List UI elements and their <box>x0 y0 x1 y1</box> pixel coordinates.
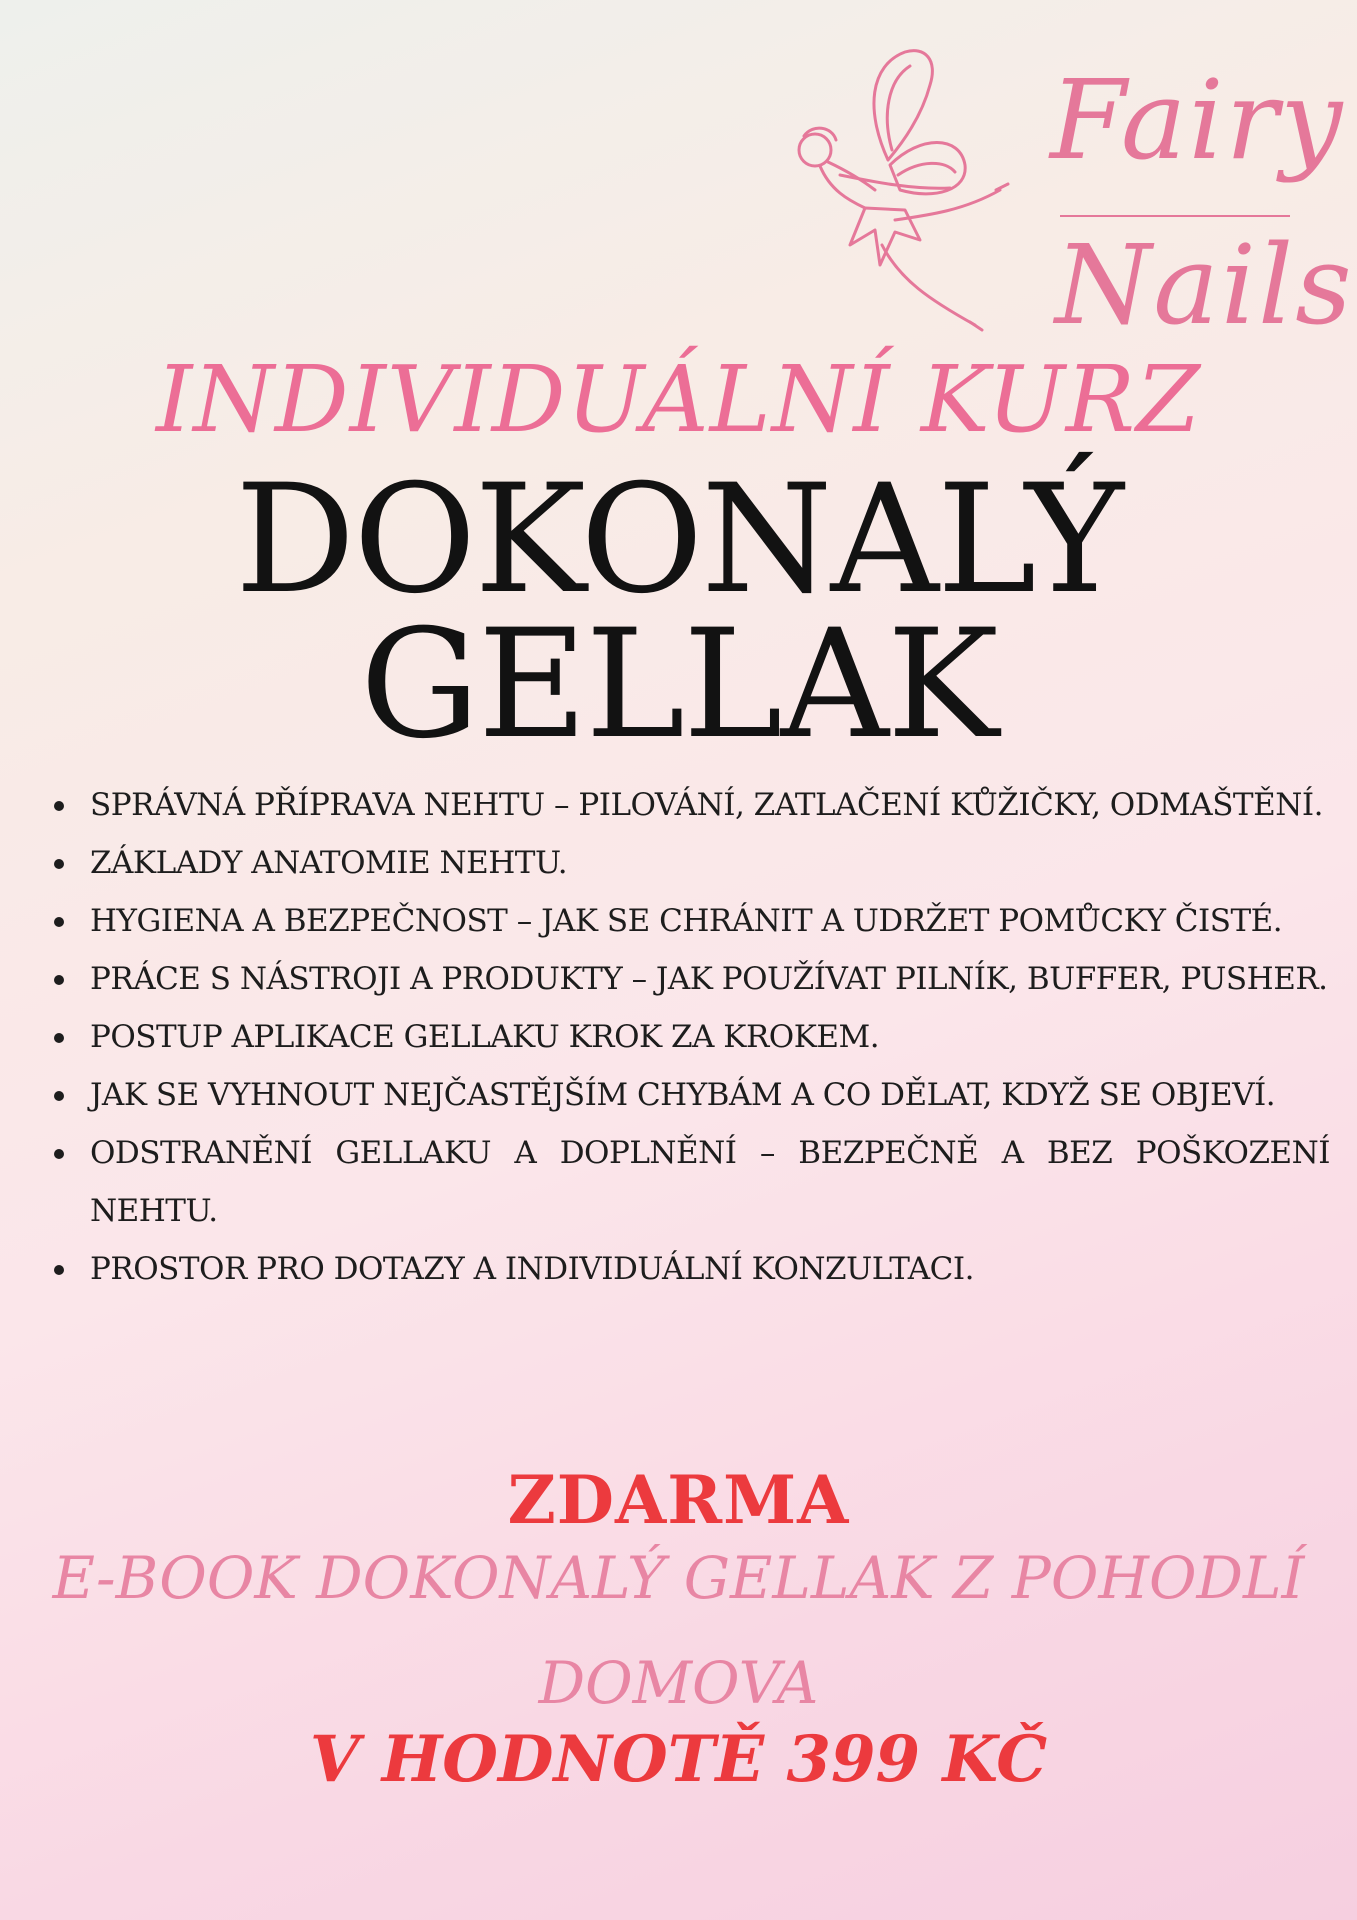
course-subtitle: INDIVIDUÁLNÍ KURZ <box>156 346 1201 453</box>
course-title-line2: GELLAK <box>360 598 997 772</box>
bonus-ebook-line1: E-BOOK DOKONALÝ GELLAK Z POHODLÍ <box>52 1544 1305 1612</box>
course-title-line1: DOKONALÝ <box>235 453 1122 627</box>
logo-divider <box>1060 215 1290 217</box>
list-item: ODSTRANĚNÍ GELLAKU A DOPLNĚNÍ – BEZPEČNĚ A BEZ POŠKOZENÍ NEHTU. <box>50 1124 1330 1240</box>
bonus-value: V HODNOTĚ 399 KČ <box>309 1722 1048 1797</box>
list-item: ZÁKLADY ANATOMIE NEHTU. <box>50 834 1330 892</box>
bullet-icon <box>54 859 64 869</box>
list-item: SPRÁVNÁ PŘÍPRAVA NEHTU – PILOVÁNÍ, ZATLAČENÍ KŮŽIČKY, ODMAŠTĚNÍ. <box>50 776 1330 834</box>
bullet-icon <box>54 1265 64 1275</box>
list-item: HYGIENA A BEZPEČNOST – JAK SE CHRÁNIT A UDRŽET POMŮCKY ČISTÉ. <box>50 892 1330 950</box>
bullet-icon <box>54 917 64 927</box>
bullet-icon <box>54 1149 64 1159</box>
list-item: POSTUP APLIKACE GELLAKU KROK ZA KROKEM. <box>50 1008 1330 1066</box>
bonus-label: ZDARMA <box>507 1461 850 1539</box>
course-title <box>0 453 1357 772</box>
list-item: PROSTOR PRO DOTAZY A INDIVIDUÁLNÍ KONZULTACI. <box>50 1240 1330 1298</box>
logo-word-nails: Nails <box>1055 221 1354 349</box>
bullet-icon <box>54 801 64 811</box>
course-topics-list <box>50 776 1330 1298</box>
brand-logo <box>770 40 1354 350</box>
bullet-icon <box>54 1091 64 1101</box>
bullet-icon <box>54 1033 64 1043</box>
fairy-icon <box>770 40 1030 340</box>
bullet-icon <box>54 975 64 985</box>
list-item: JAK SE VYHNOUT NEJČASTĚJŠÍM CHYBÁM A CO DĚLAT, KDYŽ SE OBJEVÍ. <box>50 1066 1330 1124</box>
bonus-ebook-line2: DOMOVA <box>538 1649 819 1717</box>
list-item: PRÁCE S NÁSTROJI A PRODUKTY – JAK POUŽÍVAT PILNÍK, BUFFER, PUSHER. <box>50 950 1330 1008</box>
logo-word-fairy: Fairy <box>1050 56 1345 184</box>
